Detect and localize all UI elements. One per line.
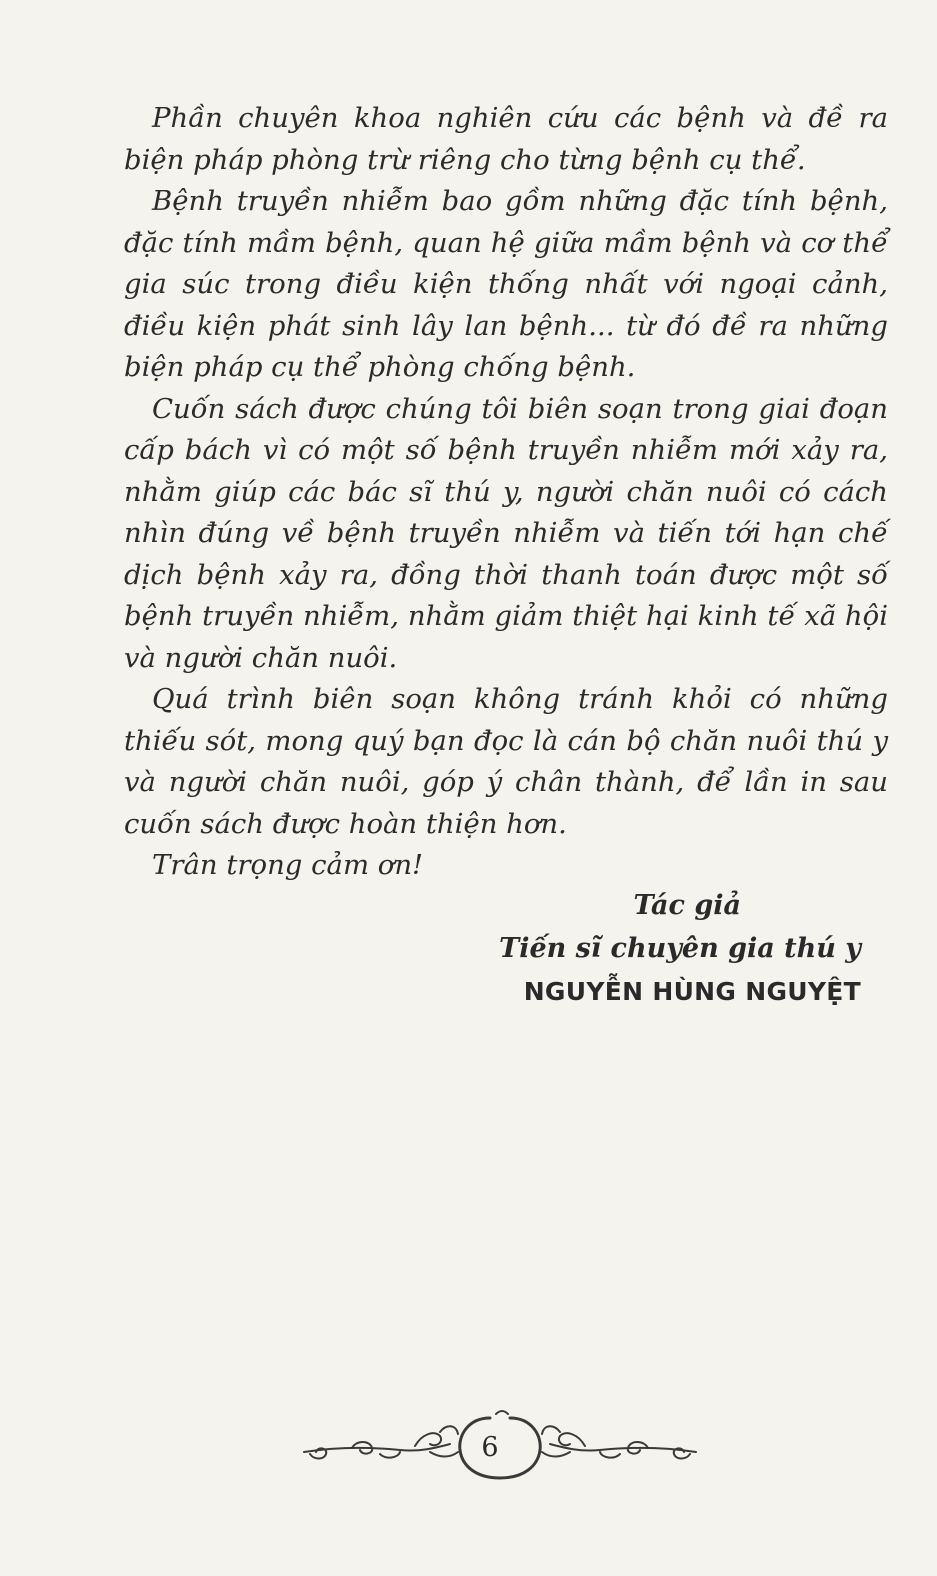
body-text xyxy=(124,98,888,887)
signature-name: NGUYỄN HÙNG NGUYỆT xyxy=(523,977,861,1006)
signature-role: Tác giả xyxy=(633,890,741,921)
paragraph-4: Quá trình biên soạn không tránh khỏi có những thiếu sót, mong quý bạn đọc là cán bộ chăn nuôi thú y và người chăn nuôi, góp ý chân thành, để lần in sau cuốn sách được hoàn thiện hơn. xyxy=(124,683,888,840)
paragraph-3: Cuốn sách được chúng tôi biên soạn trong giai đoạn cấp bách vì có một số bệnh truyền nhiễm mới xảy ra, nhằm giúp các bác sĩ thú y, người chăn nuôi có cách nhìn đúng về bệnh truyền nhiễm và tiến tới hạn chế dịch bệnh xảy ra, đồng thời thanh toán được một số bệnh truyền nhiễm, nhằm giảm thiệt hại kinh tế xã hội và người chăn nuôi. xyxy=(124,392,888,674)
paragraph-2: Bệnh truyền nhiễm bao gồm những đặc tính bệnh, đặc tính mầm bệnh, quan hệ giữa mầm bệnh và cơ thể gia súc trong điều kiện thống nhất với ngoại cảnh, điều kiện phát sinh lây lan bệnh... từ đó đề ra những biện pháp cụ thể phòng chống bệnh. xyxy=(124,185,888,383)
page-number: 6 xyxy=(481,1432,499,1463)
page-footer xyxy=(300,1408,700,1488)
paragraph-5-closing: Trân trọng cảm ơn! xyxy=(152,849,424,881)
author-signature xyxy=(499,884,861,1013)
signature-title: Tiến sĩ chuyên gia thú y xyxy=(499,933,861,964)
paragraph-1: Phần chuyên khoa nghiên cứu các bệnh và đề ra biện pháp phòng trừ riêng cho từng bệnh cụ thể. xyxy=(124,102,888,176)
